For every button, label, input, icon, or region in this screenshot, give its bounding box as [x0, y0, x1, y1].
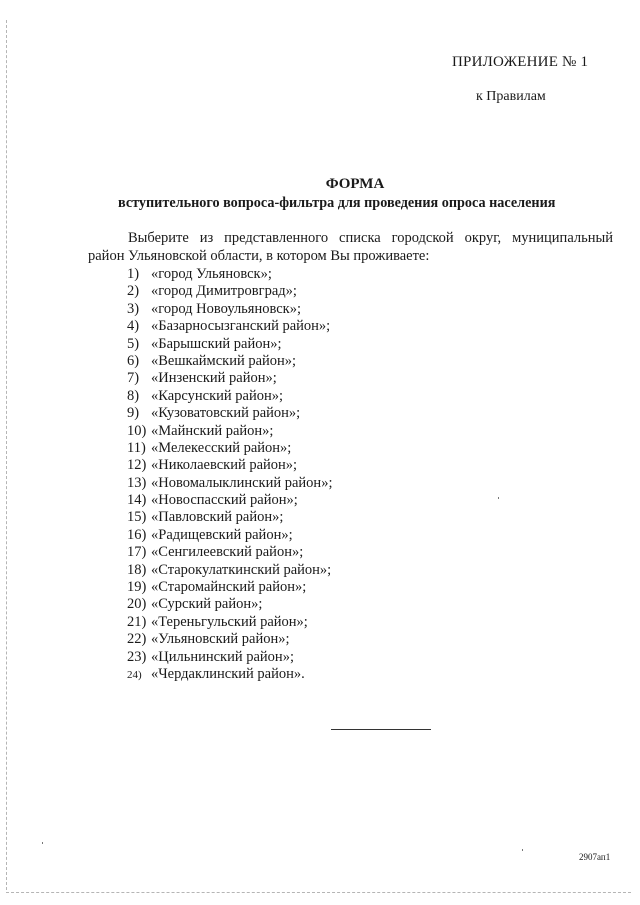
option-text: «Цильнинский район»; — [151, 648, 294, 665]
option-number: 6) — [127, 352, 140, 369]
option-text: «Сурский район»; — [151, 596, 263, 613]
option-item — [127, 596, 332, 613]
scan-edge-left — [6, 20, 7, 890]
signature-line — [331, 729, 431, 730]
option-number: 22) — [127, 631, 147, 648]
option-number: 21) — [127, 613, 147, 630]
option-item — [127, 544, 332, 561]
option-item — [127, 318, 332, 335]
option-number: 8) — [127, 387, 140, 404]
option-item — [127, 266, 332, 283]
option-item — [127, 475, 332, 492]
option-text: «Ульяновский район»; — [151, 631, 290, 648]
option-item — [127, 301, 332, 318]
option-number: 9) — [127, 405, 140, 422]
option-number: 16) — [127, 526, 147, 543]
option-text: «Чердаклинский район». — [151, 665, 305, 682]
option-text: «Сенгилеевский район»; — [151, 544, 304, 561]
option-number: 12) — [127, 457, 147, 474]
option-number: 20) — [127, 596, 147, 613]
option-item — [127, 492, 332, 509]
option-number: 10) — [127, 422, 147, 439]
option-item — [127, 614, 332, 631]
option-item — [127, 562, 332, 579]
option-text: «Радищевский район»; — [151, 526, 293, 543]
scan-edge-bottom — [6, 892, 631, 893]
to-rules-label: к Правилам — [476, 89, 546, 104]
option-text: «Барышский район»; — [151, 335, 282, 352]
scan-speck — [498, 497, 499, 499]
option-number: 5) — [127, 335, 140, 352]
option-text: «Тереньгульский район»; — [151, 613, 308, 630]
intro-paragraph-line-2: район Ульяновской области, в котором Вы проживаете: — [88, 248, 430, 264]
option-item — [127, 336, 332, 353]
option-number: 3) — [127, 300, 140, 317]
option-number: 19) — [127, 579, 147, 596]
option-item — [127, 353, 332, 370]
option-text: «Инзенский район»; — [151, 370, 277, 387]
scan-speck — [522, 849, 523, 851]
option-text: «город Димитровград»; — [151, 283, 297, 300]
option-number: 2) — [127, 283, 140, 300]
option-text: «город Ульяновск»; — [151, 266, 272, 282]
options-list — [127, 266, 332, 683]
option-item — [127, 423, 332, 440]
option-item — [127, 457, 332, 474]
option-number: 18) — [127, 561, 147, 578]
option-number: 13) — [127, 474, 147, 491]
option-item — [127, 527, 332, 544]
option-number: 23) — [127, 648, 147, 665]
option-item — [127, 370, 332, 387]
option-text: «Базарносызганский район»; — [151, 318, 331, 335]
option-text: «город Новоульяновск»; — [151, 300, 301, 317]
option-text: «Карсунский район»; — [151, 387, 284, 404]
option-text: «Новоспасский район»; — [151, 492, 298, 509]
option-number: 15) — [127, 509, 147, 526]
option-number: 24) — [127, 668, 142, 681]
option-text: «Николаевский район»; — [151, 457, 298, 474]
option-item — [127, 631, 332, 648]
option-text: «Кузоватовский район»; — [151, 405, 301, 422]
option-number: 11) — [127, 439, 146, 456]
option-text: «Майнский район»; — [151, 422, 274, 439]
option-number: 17) — [127, 544, 147, 561]
option-text: «Вешкаймский район»; — [151, 352, 297, 369]
option-item — [127, 666, 332, 683]
scan-speck — [42, 842, 43, 844]
option-item — [127, 579, 332, 596]
option-number: 1) — [127, 266, 140, 282]
option-item — [127, 388, 332, 405]
option-item — [127, 440, 332, 457]
form-title: ФОРМА — [325, 176, 385, 192]
appendix-label: ПРИЛОЖЕНИЕ № 1 — [452, 54, 589, 70]
form-subtitle: вступительного вопроса-фильтра для проведения опроса населения — [118, 195, 556, 211]
document-code: 2907ап1 — [579, 852, 611, 862]
option-item — [127, 283, 332, 300]
option-text: «Старомайнский район»; — [151, 579, 307, 596]
option-number: 7) — [127, 370, 140, 387]
intro-paragraph-line-1: Выберите из представленного списка городской округ, муниципальный — [128, 230, 613, 246]
option-text: «Павловский район»; — [151, 509, 284, 526]
option-number: 14) — [127, 492, 147, 509]
option-item — [127, 649, 332, 666]
option-text: «Старокулаткинский район»; — [151, 561, 332, 578]
option-number: 4) — [127, 318, 140, 335]
option-item — [127, 509, 332, 526]
option-text: «Мелекесский район»; — [151, 439, 292, 456]
option-item — [127, 405, 332, 422]
option-text: «Новомалыклинский район»; — [151, 474, 333, 491]
